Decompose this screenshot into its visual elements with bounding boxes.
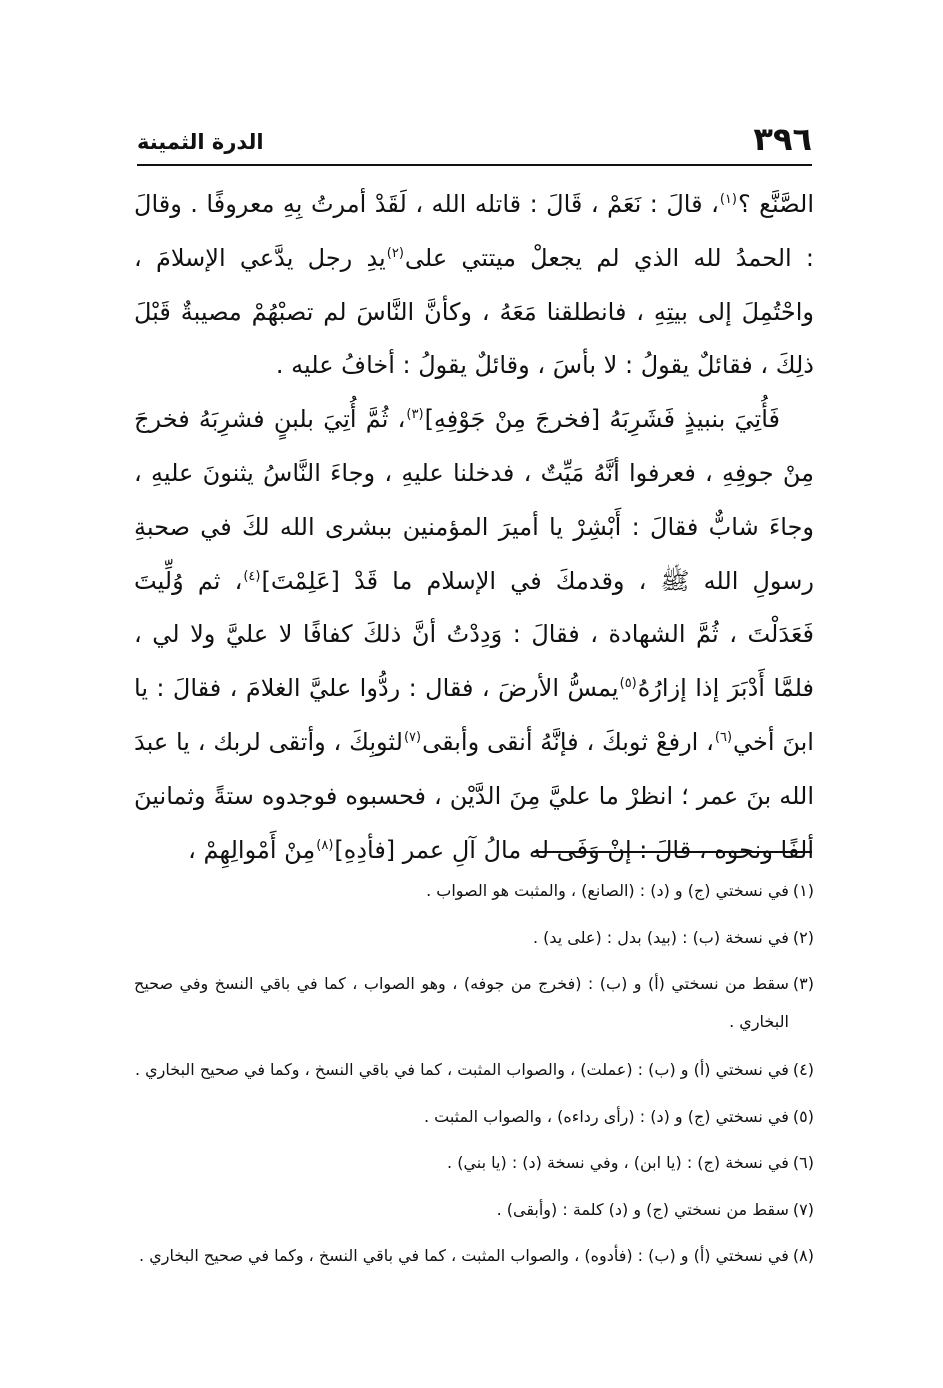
footnote-text: سقط من نسختي (أ) و (ب) : (فخرج من جوفه) ، وهو الصواب ، كما في باقي النسخ وفي صحيح البخاري .	[134, 974, 789, 1031]
text-run: مِنْ أَمْوالِهِمْ ،	[188, 835, 316, 864]
footnote-number: (٨)	[792, 1246, 814, 1265]
footnote-4	[134, 1051, 814, 1098]
footnote-number: (٧)	[792, 1199, 814, 1219]
footnote-ref-2: (٢)	[386, 245, 404, 261]
footnote-ref-7: (٧)	[403, 729, 422, 745]
text-run: يدِ رجل يدَّعي الإسلامَ ، واحْتُمِلَ إلى بيتِهِ ، فانطلقنا مَعَهُ ، وكأنَّ النَّاسَ لم تصبْهُمْ مصيبةٌ قَبْلَ ذلِكَ ، فقائلٌ يقولُ : لا بأسَ ، وقائلٌ يقولُ : أخافُ عليه .	[134, 243, 814, 380]
footnote-text: في نسخة (ب) : (بيد) بدل : (على يد) .	[532, 927, 789, 947]
footnote-number: (١)	[792, 881, 814, 900]
footnote-ref-1: (١)	[719, 192, 737, 207]
footnote-1	[134, 872, 814, 919]
footnote-text: في نسختي (ج) و (د) : (رأى رداءه) ، والصواب المثبت .	[423, 1106, 789, 1126]
footnote-ref-4: (٤)	[243, 568, 261, 584]
text-run: ، ارفعْ ثوبكَ ، فإنَّهُ أنقى وأبقى	[422, 727, 714, 756]
footnote-5	[134, 1098, 814, 1145]
footnote-number: (٦)	[792, 1153, 814, 1172]
paragraph-1	[134, 178, 814, 393]
text-run: ، ثُمَّ أُتِيَ بلبنٍ فشرِبَهُ فخرجَ مِنْ جوفِهِ ، فعرفوا أنَّهُ مَيِّتٌ ، فدخلنا عليهِ ، وجاءَ النَّاسُ يثنونَ عليهِ ، وجاءَ شابٌّ فقالَ : أَبْشِرْ يا أميرَ المؤمنين ببشرى الله لكَ في صحبةِ رسولِ الله ﷺ ، وقدمكَ في الإسلام ما قَدْ [عَلِمْتَ]	[134, 405, 815, 595]
footnote-text: في نسختي (ج) و (د) : (الصانع) ، والمثبت هو الصواب .	[426, 881, 789, 900]
running-title: الدرة الثمينة	[137, 130, 264, 154]
footnote-ref-8: (٨)	[316, 837, 334, 853]
text-run: فَأُتِيَ بنبيذٍ فَشَرِبَهُ [فخرجَ مِنْ جَوْفِهِ]	[424, 405, 780, 434]
footnote-number: (٤)	[792, 1060, 814, 1079]
page-number: ٣٩٦	[753, 120, 812, 158]
paragraph-2	[134, 393, 814, 877]
header-rule	[137, 164, 812, 166]
footnote-6	[134, 1144, 814, 1191]
footnote-number: (٥)	[792, 1106, 814, 1126]
footnotes	[134, 872, 814, 1284]
footnote-text: في نسختي (أ) و (ب) : (فأدوه) ، والصواب المثبت ، كما في باقي النسخ ، وكما في صحيح البخاري .	[139, 1246, 789, 1265]
footnote-8	[134, 1237, 814, 1284]
text-run: يمسُّ الأرضَ ، فقال : ردُّوا عليَّ الغلامَ ، فقالَ : يا ابنَ أخي	[134, 674, 814, 756]
footnote-text: في نسخة (ج) : (يا ابن) ، وفي نسخة (د) : (يا بني) .	[447, 1153, 789, 1172]
footnote-rule	[534, 851, 812, 853]
footnote-ref-6: (٦)	[714, 729, 733, 745]
page-header	[137, 118, 812, 166]
footnote-2	[134, 919, 814, 966]
text-run: لثوبِكَ ، وأتقى لربك ، يا عبدَ الله بنَ عمر ؛ انظرْ ما عليَّ مِنَ الدَّيْن ، فحسبوه فوجدوه ستةً وثمانينَ ألفًا ونحوه ، قالَ : إنْ وَفَى له مالُ آلِ عمر [فأدِهِ]	[134, 727, 814, 864]
footnote-number: (٢)	[792, 927, 814, 947]
footnote-ref-3: (٣)	[406, 407, 424, 423]
footnote-7	[134, 1191, 814, 1238]
footnote-ref-5: (٥)	[619, 676, 637, 692]
text-run: الصَّنَّع ؟	[737, 190, 814, 218]
footnote-3	[134, 965, 814, 1051]
main-text	[134, 178, 814, 877]
footnote-number: (٣)	[792, 974, 814, 993]
footnote-text: في نسختي (أ) و (ب) : (عملت) ، والصواب المثبت ، كما في باقي النسخ ، وكما في صحيح البخاري .	[134, 1060, 789, 1079]
text-run: ، قالَ : نَعَمْ ، قَالَ : قاتله الله ، لَقَدْ أمرتُ بِهِ معروفًا . وقالَ : الحمدُ لله الذي لم يجعلْ ميتتي على	[134, 190, 814, 272]
footnote-text: سقط من نسختي (ج) و (د) كلمة : (وأبقى) .	[496, 1199, 789, 1219]
text-run: ، ثم وُلِّيتَ فَعَدَلْتَ ، ثُمَّ الشهادة ، فقالَ : وَدِدْتُ أنَّ ذلكَ كفافًا لا عليَّ ولا لي ، فلمَّا أَدْبَرَ إذا إزارُهُ	[134, 566, 814, 703]
